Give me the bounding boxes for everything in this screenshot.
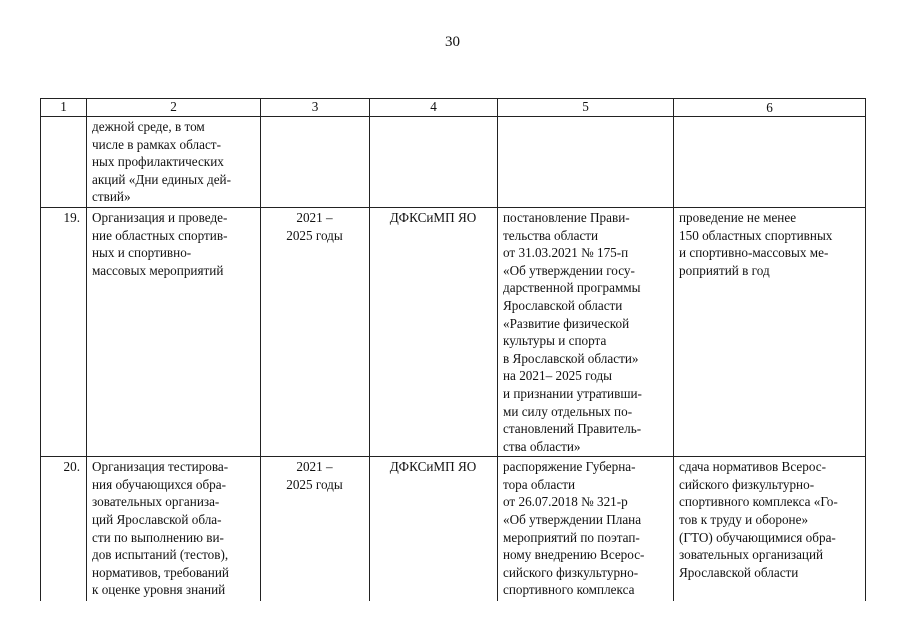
table-row bbox=[41, 117, 866, 208]
column-number-cell: 1 bbox=[41, 99, 87, 117]
row-number-cell: 20. bbox=[41, 457, 87, 602]
document-cell: распоряжение Губерна- тора области от 26.07.2018 № 321-р «Об утверждении Плана мероприятий по поэтап- ному внедрению Всерос- сийского физкультурно- спортивного комплекса bbox=[498, 457, 674, 602]
document-cell: постановление Прави- тельства области от 31.03.2021 № 175-п «Об утверждении госу- дарственной программы Ярославской области «Развитие физической культуры и спорта в Ярославской области» на 2021– 2025 годы и признании утративши- ми силу отдельных по- становлений Правитель- ства области» bbox=[498, 207, 674, 456]
document-cell bbox=[498, 117, 674, 208]
table-header-row bbox=[41, 99, 866, 117]
column-number-cell: 4 bbox=[370, 99, 498, 117]
measure-cell: Организация тестирова- ния обучающихся обра- зовательных организа- ций Ярославской обла- сти по выполнению ви- дов испытаний (тестов), нормативов, требований к оценке уровня знаний bbox=[87, 457, 261, 602]
period-cell bbox=[261, 117, 370, 208]
period-cell: 2021 – 2025 годы bbox=[261, 457, 370, 602]
table-row bbox=[41, 457, 866, 602]
result-cell bbox=[674, 117, 866, 208]
page-number: 30 bbox=[445, 34, 460, 50]
period-cell: 2021 – 2025 годы bbox=[261, 207, 370, 456]
measure-cell: Организация и проведе- ние областных спортив- ных и спортивно- массовых мероприятий bbox=[87, 207, 261, 456]
executor-cell: ДФКСиМП ЯО bbox=[370, 457, 498, 602]
executor-cell: ДФКСиМП ЯО bbox=[370, 207, 498, 456]
column-number-cell: 3 bbox=[261, 99, 370, 117]
row-number-cell bbox=[41, 117, 87, 208]
table-row bbox=[41, 207, 866, 456]
result-cell: сдача нормативов Всерос- сийского физкультурно- спортивного комплекса «Го- тов к труду и обороне» (ГТО) обучающимися обра- зовательных организаций Ярославской области bbox=[674, 457, 866, 602]
executor-cell bbox=[370, 117, 498, 208]
column-number-cell: 2 bbox=[87, 99, 261, 117]
measures-table bbox=[40, 98, 866, 601]
column-number-cell: 6 bbox=[674, 99, 866, 117]
measure-cell: дежной среде, в том числе в рамках област- ных профилактических акций «Дни единых дей- ствий» bbox=[87, 117, 261, 208]
row-number-cell: 19. bbox=[41, 207, 87, 456]
result-cell: проведение не менее 150 областных спортивных и спортивно-массовых ме- роприятий в год bbox=[674, 207, 866, 456]
column-number-cell: 5 bbox=[498, 99, 674, 117]
